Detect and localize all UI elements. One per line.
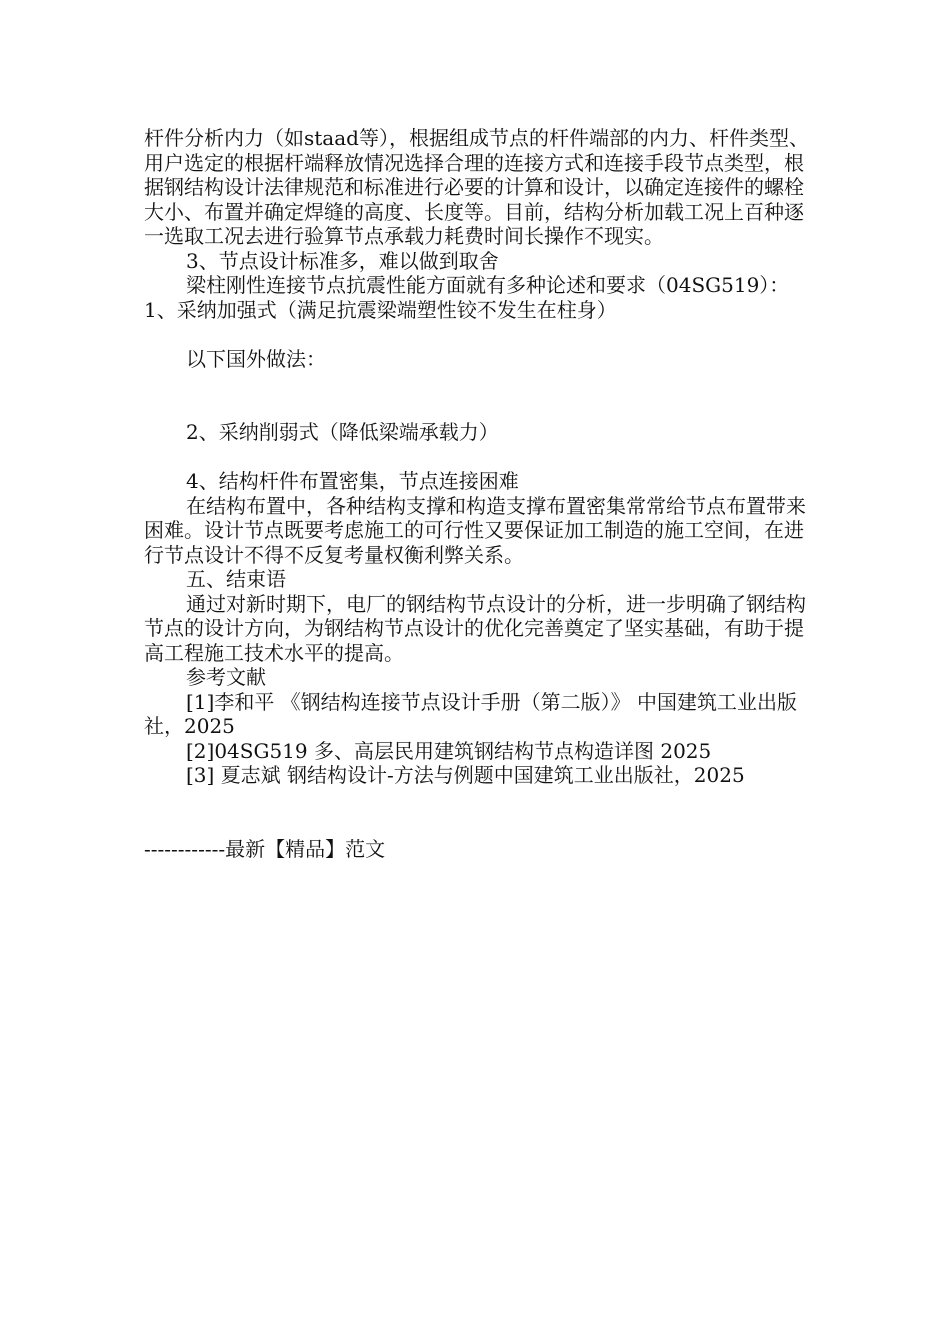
body-paragraph-foreign-practice: 以下国外做法： xyxy=(186,346,326,371)
spacer xyxy=(144,445,809,470)
reference-item-2: [2]04SG519 多、高层民用建筑钢结构节点构造详图 2025 xyxy=(186,738,712,763)
spacer xyxy=(144,788,809,837)
body-paragraph-weakened: 2、采纳削弱式（降低梁端承载力） xyxy=(186,420,499,444)
section-heading-references: 参考文献 xyxy=(186,665,266,689)
reference-item-1: [1]李和平 《钢结构连接节点设计手册（第二版）》 中国建筑工业出版社，2025 xyxy=(144,689,798,738)
section-heading-standards: 3、节点设计标准多，难以做到取舍 xyxy=(186,248,499,273)
body-paragraph-layout: 在结构布置中，各种结构支撑和构造支撑布置密集常常给节点布置带来困难。设计节点既要考虑施工的可行性又要保证加工制造的施工空间，在进行节点设计不得不反复考量权衡利弊关系。 xyxy=(144,493,806,567)
spacer xyxy=(144,322,809,347)
body-paragraph-analysis: 杆件分析内力（如staad等），根据组成节点的杆件端部的内力、杆件类型、用户选定的根据杆端释放情况选择合理的连接方式和连接手段节点类型，根据钢结构设计法律规范和标准进行必要的计算和设计，以确定连接件的螺栓大小、布置并确定焊缝的高度、长度等。目前，结构分析加载工况上百种逐一选取工况去进行验算节点承载力耗费时间长操作不现实。 xyxy=(144,126,809,248)
section-heading-conclusion: 五、结束语 xyxy=(186,567,286,591)
body-paragraph-conclusion: 通过对新时期下，电厂的钢结构节点设计的分析，进一步明确了钢结构节点的设计方向，为钢结构节点设计的优化完善奠定了坚实基础，有助于提高工程施工技术水平的提高。 xyxy=(144,591,806,665)
body-paragraph-beam-column: 梁柱刚性连接节点抗震性能方面就有多种论述和要求（04SG519）：1、采纳加强式（满足抗震梁端塑性铰不发生在柱身） xyxy=(144,273,790,322)
section-heading-dense-layout: 4、结构杆件布置密集，节点连接困难 xyxy=(186,469,519,493)
document-page xyxy=(144,126,809,861)
reference-item-3: [3] 夏志斌 钢结构设计-方法与例题中国建筑工业出版社，2025 xyxy=(186,763,745,787)
spacer xyxy=(144,371,809,420)
footer-note: ------------最新【精品】范文 xyxy=(144,836,386,861)
